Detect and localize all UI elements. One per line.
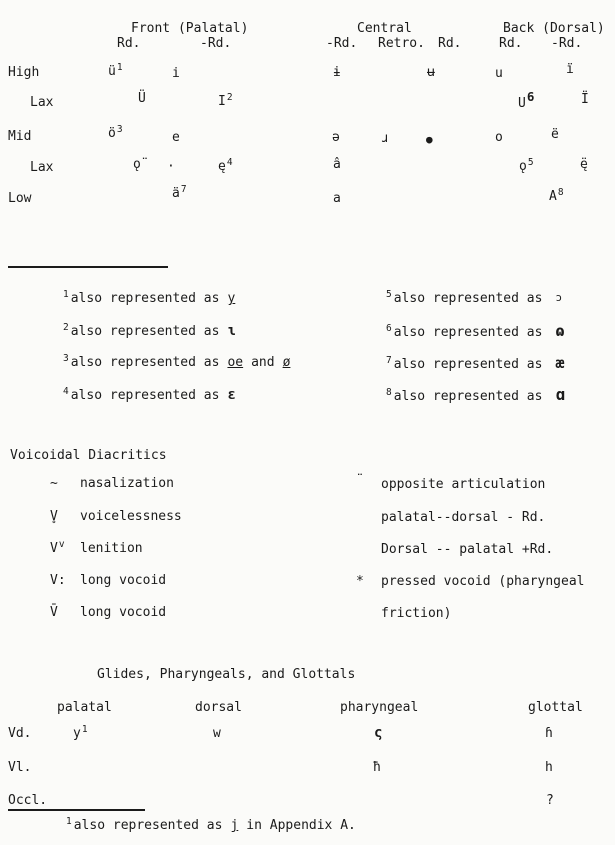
col-header-front-rounded: Rd. bbox=[117, 36, 141, 51]
diacritic-nasalization-label: nasalization bbox=[80, 476, 174, 491]
diacritic-palatal-dorsal-note: palatal--dorsal - Rd. bbox=[381, 510, 546, 525]
vowel-cell-mid-back-rounded: o bbox=[495, 130, 503, 145]
glide-voiceless-glottal: h bbox=[545, 760, 553, 775]
row-label-low: Low bbox=[8, 191, 32, 206]
glide-voiceless-pharyngeal: ħ bbox=[373, 760, 381, 775]
vowel-cell-mid-back-unrounded: ë bbox=[551, 127, 559, 142]
footnote-1: $^1$ also represented as y bbox=[63, 289, 236, 306]
diacritic-pressed-vocoid-label: pressed vocoid (pharyngeal bbox=[381, 574, 585, 589]
vowel-cell-laxhigh-front-rounded: Ü bbox=[138, 91, 146, 106]
col-header-front-unrounded: -Rd. bbox=[200, 36, 232, 51]
footnote-marker: 3 bbox=[116, 124, 123, 135]
vowel-cell-mid-front-rounded: $ö^3$ bbox=[108, 124, 123, 141]
footnote-marker: 1 bbox=[116, 62, 123, 73]
diacritic-long-vocoid-macron-label: long vocoid bbox=[80, 605, 167, 620]
vowel-cell-laxhigh-back-unrounded: Ï bbox=[581, 92, 589, 107]
alt-symbol: ɑ bbox=[555, 385, 566, 404]
alt-symbol: ø bbox=[282, 355, 291, 370]
footnote-8: $^8$ also represented as ɑ bbox=[386, 385, 566, 404]
glides-col-header-palatal: palatal bbox=[57, 700, 112, 715]
diacritic-voicelessness-symbol: V̥ bbox=[50, 509, 58, 524]
diacritic-long-vocoid-colon-label: long vocoid bbox=[80, 573, 167, 588]
diacritic-dorsal-palatal-note: Dorsal -- palatal +Rd. bbox=[381, 542, 554, 557]
footnote-5: $^5$ also represented as ɔ bbox=[386, 289, 563, 306]
glides-row-label-occlusive: Occl. bbox=[8, 793, 48, 808]
diacritic-opposite-articulation-symbol: ¨ bbox=[356, 473, 364, 488]
diacritic-nasalization-symbol: ~ bbox=[50, 476, 58, 491]
group-header-central: Central bbox=[357, 21, 412, 36]
row-label-high: High bbox=[8, 65, 40, 80]
diacritic-pressed-vocoid-label-cont: friction) bbox=[381, 606, 452, 621]
vowel-cell-high-front-rounded: $ü^1$ bbox=[108, 62, 123, 79]
vowel-cell-low-back: $A^8$ bbox=[549, 187, 564, 204]
diacritic-lenition-symbol: $V^v$ bbox=[50, 539, 65, 556]
footnote-separator-rule bbox=[8, 266, 168, 268]
col-header-back-rounded: Rd. bbox=[499, 36, 523, 51]
glides-col-header-dorsal: dorsal bbox=[195, 700, 242, 715]
footnote-marker: 7 bbox=[180, 184, 187, 195]
vowel-cell-mid-central-unrounded: ə bbox=[332, 130, 340, 145]
diacritic-long-vocoid-colon-symbol: V: bbox=[50, 573, 66, 588]
glide-voiced-palatal: $y^1$ bbox=[73, 724, 88, 741]
diacritic-lenition-label: lenition bbox=[80, 541, 143, 556]
glides-col-header-glottal: glottal bbox=[528, 700, 583, 715]
vowel-cell-high-central-rounded: ʉ bbox=[427, 65, 435, 80]
vowel-cell-mid-central-retroflex: ɹ bbox=[381, 131, 389, 146]
vowel-cell-laxmid-front-unrounded: $ę^4$ bbox=[218, 157, 233, 174]
vowel-cell-laxmid-central: â bbox=[333, 157, 341, 172]
row-label-mid: Mid bbox=[8, 129, 32, 144]
glide-occlusive-glottal: ? bbox=[546, 793, 554, 808]
vowel-cell-low-front: $ä^7$ bbox=[172, 184, 187, 201]
vowel-cell-laxhigh-front-unrounded: $I^2$ bbox=[218, 92, 233, 109]
footnote-marker: 8 bbox=[557, 187, 564, 198]
col-header-central-retroflex: Retro. bbox=[378, 36, 425, 51]
footnote-marker: 2 bbox=[226, 92, 233, 103]
alt-symbol: ɛ bbox=[227, 387, 236, 403]
glide-voiced-pharyngeal: ς bbox=[374, 725, 383, 741]
footnote-marker: 6 bbox=[526, 89, 535, 104]
diacritic-long-vocoid-macron-symbol: V̄ bbox=[50, 605, 58, 620]
footnote-marker: 1 bbox=[81, 724, 88, 735]
alt-symbol: y bbox=[227, 291, 236, 306]
vowel-cell-high-central-unrounded: ɨ bbox=[333, 65, 341, 80]
footnote-4: $^4$ also represented as ɛ bbox=[63, 386, 236, 403]
alt-symbol: ɷ bbox=[555, 322, 565, 340]
alt-symbol: ɔ bbox=[555, 291, 563, 304]
footnote-7: $^7$ also represented as æ bbox=[386, 354, 565, 372]
glides-row-label-voiced: Vd. bbox=[8, 726, 32, 741]
footnote-3: $^3$ also represented as oe and ø bbox=[63, 353, 291, 370]
footnote-marker: 4 bbox=[226, 157, 233, 168]
vowel-cell-mid-front-unrounded: e bbox=[172, 130, 180, 145]
alt-symbol: j bbox=[230, 818, 239, 833]
group-header-back-dorsal: Back (Dorsal) bbox=[503, 21, 605, 36]
vowel-cell-high-back-rounded: u bbox=[495, 66, 503, 81]
footnote-2: $^2$ also represented as ɩ bbox=[63, 322, 236, 339]
col-header-central-unrounded: -Rd. bbox=[326, 36, 358, 51]
diacritic-pressed-vocoid-symbol: * bbox=[356, 574, 364, 589]
vowel-cell-mid-central-rounded: ● bbox=[426, 133, 433, 146]
vowel-cell-high-back-unrounded: ï bbox=[566, 62, 574, 77]
vowel-cell-laxhigh-back-rounded: U6 bbox=[518, 89, 535, 111]
occlusive-underline-rule bbox=[8, 809, 145, 811]
stray-dot-mark: · bbox=[167, 159, 175, 174]
alt-symbol: æ bbox=[555, 354, 565, 372]
glides-section-title: Glides, Pharyngeals, and Glottals bbox=[97, 667, 356, 682]
col-header-central-rounded: Rd. bbox=[438, 36, 462, 51]
row-label-lax-mid: Lax bbox=[30, 160, 54, 175]
vowel-cell-laxmid-back-unrounded: ę̈ bbox=[580, 157, 588, 172]
diacritic-opposite-articulation-label: opposite articulation bbox=[381, 477, 546, 492]
col-header-back-unrounded: -Rd. bbox=[551, 36, 583, 51]
glides-col-header-pharyngeal: pharyngeal bbox=[340, 700, 419, 715]
glide-voiced-dorsal: w bbox=[213, 726, 221, 741]
vowel-cell-laxmid-back-rounded: $ǫ^5$ bbox=[519, 157, 534, 174]
diacritics-section-title: Voicoidal Diacritics bbox=[10, 448, 167, 463]
footnote-marker: 5 bbox=[527, 157, 534, 168]
glide-voiced-glottal: ɦ bbox=[545, 726, 553, 741]
vowel-cell-high-front-unrounded: i bbox=[172, 66, 180, 81]
footnote-6: $^6$ also represented as ɷ bbox=[386, 322, 565, 340]
alt-symbol: oe bbox=[227, 355, 244, 370]
row-label-lax-high: Lax bbox=[30, 95, 54, 110]
vowel-cell-low-central: a bbox=[333, 191, 341, 206]
glides-row-label-voiceless: Vl. bbox=[8, 760, 32, 775]
alt-symbol: ɩ bbox=[227, 323, 236, 339]
glides-footnote: $^1$ also represented as j in Appendix A. bbox=[66, 816, 356, 833]
vowel-cell-laxmid-front-rounded: ǫ̈ bbox=[133, 157, 141, 172]
diacritic-voicelessness-label: voicelessness bbox=[80, 509, 182, 524]
group-header-front-palatal: Front (Palatal) bbox=[131, 21, 249, 36]
